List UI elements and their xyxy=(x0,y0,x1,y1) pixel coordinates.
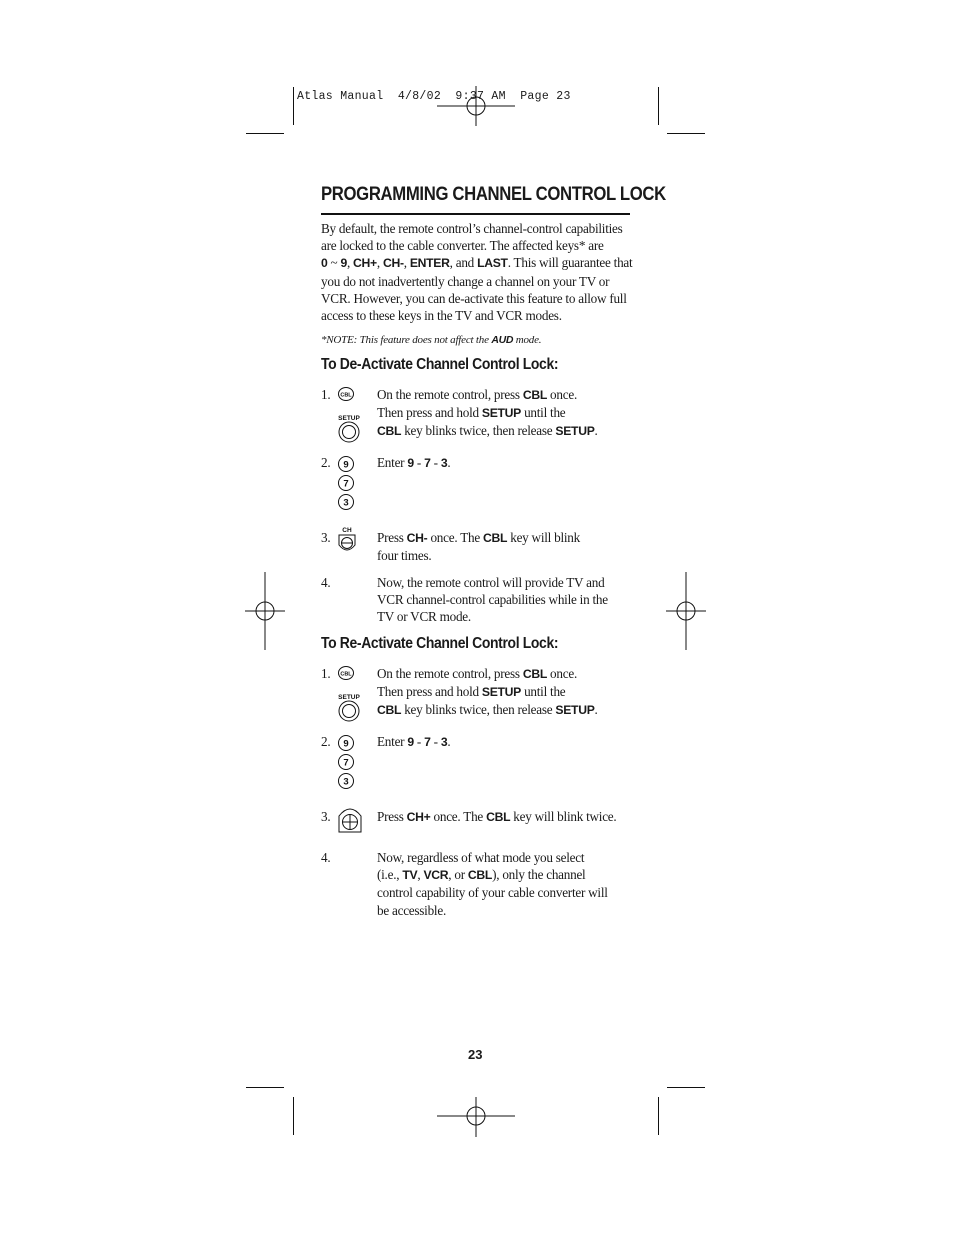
key-name: LAST xyxy=(477,256,508,271)
key-name: CH+ xyxy=(406,810,431,824)
key-name: 9 xyxy=(340,256,347,271)
text-line: control capability of your cable converter will xyxy=(377,885,608,901)
step-number: 4. xyxy=(321,575,331,590)
text-line: access to these keys in the TV and VCR modes. xyxy=(321,308,562,324)
text: . This will guarantee that xyxy=(507,255,633,271)
setup-key-icon xyxy=(336,412,362,444)
key-name: CBL xyxy=(522,388,547,402)
text: Enter xyxy=(377,734,408,749)
step-1-text xyxy=(377,386,627,441)
cbl-key-icon xyxy=(337,386,357,402)
key-name: 7 xyxy=(424,456,431,470)
setup-key-label: SETUP xyxy=(338,415,360,422)
crop-mark xyxy=(246,133,284,134)
step-number: 3. xyxy=(321,530,331,545)
text: , xyxy=(403,255,410,271)
digit-3-key: 3 xyxy=(343,497,349,509)
digit-9-key: 9 xyxy=(343,738,349,750)
step-3-text xyxy=(377,808,627,826)
crop-mark xyxy=(658,1097,659,1135)
step-number: 2. xyxy=(321,734,331,749)
text: - xyxy=(413,455,425,470)
text: key blinks twice, then release xyxy=(401,423,556,439)
text: ~ xyxy=(327,255,341,271)
text-line xyxy=(377,529,627,547)
text-line: Now, the remote control will provide TV and xyxy=(377,575,605,590)
text: , xyxy=(417,867,424,883)
text: - xyxy=(430,734,441,749)
cbl-key-icon xyxy=(337,665,357,681)
text-line xyxy=(377,422,627,440)
registration-mark-icon xyxy=(245,572,285,650)
registration-mark-icon xyxy=(666,572,706,650)
step-4-text xyxy=(377,849,627,919)
text: , and xyxy=(449,255,478,271)
text: once. The xyxy=(427,530,484,545)
text-line xyxy=(377,701,627,719)
intro-paragraph xyxy=(321,220,633,324)
key-name: 3 xyxy=(440,456,448,470)
crop-mark xyxy=(246,1087,284,1088)
channel-up-key-icon xyxy=(336,804,364,838)
text-line xyxy=(377,866,627,884)
step-number: 1. xyxy=(321,387,331,402)
key-name: TV xyxy=(402,868,418,883)
text-line: By default, the remote control’s channel-control capabilities xyxy=(321,221,623,236)
number-keys-icon xyxy=(337,734,357,790)
key-name: SETUP xyxy=(481,406,522,421)
registration-mark-icon xyxy=(437,86,515,126)
step-2-text xyxy=(377,454,627,472)
crop-mark xyxy=(293,1097,294,1135)
text-line: be accessible. xyxy=(377,902,446,918)
text-line: VCR channel-control capabilities while in the xyxy=(377,592,608,608)
text: On the remote control, press xyxy=(377,387,523,402)
text-line xyxy=(377,454,627,472)
text: - xyxy=(413,734,425,749)
footnote xyxy=(321,334,541,346)
text-line xyxy=(377,665,627,683)
text: Press xyxy=(377,530,407,545)
text: key blinks twice, then release xyxy=(401,702,556,718)
text-line: are locked to the cable converter. The affected keys* are xyxy=(321,238,604,254)
key-name: CBL xyxy=(377,703,402,718)
text: . xyxy=(447,455,451,470)
ch-key-label: CH xyxy=(342,527,352,534)
key-name: CH- xyxy=(382,256,404,271)
text: until the xyxy=(521,684,566,700)
page-number: 23 xyxy=(468,1047,483,1062)
step-number: 2. xyxy=(321,455,331,470)
text: Then press and hold xyxy=(377,405,482,421)
key-name: 7 xyxy=(424,735,431,749)
print-slug: Atlas Manual 4/8/02 9:37 AM Page 23 xyxy=(297,90,571,103)
step-2-text xyxy=(377,733,627,751)
key-name: 9 xyxy=(407,735,414,749)
key-name: CBL xyxy=(467,868,493,883)
channel-down-key-icon xyxy=(336,525,358,555)
crop-mark xyxy=(667,1087,705,1088)
text: key will blink xyxy=(507,530,580,545)
digit-7-key: 7 xyxy=(343,757,349,769)
key-name: CBL xyxy=(483,531,508,545)
step-1-text xyxy=(377,665,627,720)
key-name: CBL xyxy=(522,667,547,681)
text: mode. xyxy=(513,334,542,346)
text: *NOTE: This feature does not affect the xyxy=(321,334,492,346)
key-name: ENTER xyxy=(409,256,450,271)
digit-7-key: 7 xyxy=(343,478,349,490)
cbl-key-label: CBL xyxy=(340,392,352,399)
key-name: CBL xyxy=(486,810,511,824)
key-name: 0 xyxy=(321,256,328,271)
text-line xyxy=(377,386,627,404)
step-number: 4. xyxy=(321,850,331,865)
text: Press xyxy=(377,809,407,824)
step-3-text xyxy=(377,529,627,564)
section-heading-deactivate: To De-Activate Channel Control Lock: xyxy=(321,356,559,373)
crop-mark xyxy=(658,87,659,125)
text: Then press and hold xyxy=(377,684,482,700)
text: On the remote control, press xyxy=(377,666,523,681)
text: ), only the channel xyxy=(492,867,586,883)
key-name: AUD xyxy=(491,334,514,346)
text: once. The xyxy=(430,809,487,824)
text-line: TV or VCR mode. xyxy=(377,609,471,625)
crop-mark xyxy=(667,133,705,134)
text: until the xyxy=(521,405,566,421)
text-line xyxy=(321,254,633,272)
text: , xyxy=(376,255,383,271)
key-name: SETUP xyxy=(555,424,595,439)
text-line xyxy=(377,404,627,422)
step-number: 1. xyxy=(321,666,331,681)
text: once. xyxy=(547,387,577,402)
text: , or xyxy=(448,867,468,883)
title-underline xyxy=(321,213,630,215)
text: once. xyxy=(547,666,577,681)
key-name: CH- xyxy=(406,531,428,545)
step-number: 3. xyxy=(321,809,331,824)
text: - xyxy=(430,455,441,470)
cbl-key-label: CBL xyxy=(340,671,352,678)
key-name: 9 xyxy=(407,456,414,470)
key-name: 3 xyxy=(440,735,448,749)
text-line: four times. xyxy=(377,548,432,564)
key-name: CH+ xyxy=(353,256,377,271)
text: key will blink twice. xyxy=(510,809,617,824)
key-name: SETUP xyxy=(555,703,595,718)
digit-3-key: 3 xyxy=(343,776,349,788)
digit-9-key: 9 xyxy=(343,459,349,471)
text: . xyxy=(594,423,598,439)
text: , xyxy=(346,255,354,271)
text: . xyxy=(447,734,451,749)
setup-key-label: SETUP xyxy=(338,694,360,701)
text: Enter xyxy=(377,455,408,470)
text-line xyxy=(377,808,627,826)
text: (i.e., xyxy=(377,867,403,883)
text: . xyxy=(594,702,598,718)
key-name: VCR xyxy=(423,868,449,883)
crop-mark xyxy=(293,87,294,125)
key-name: SETUP xyxy=(481,685,522,700)
text-line: you do not inadvertently change a channel on your TV or xyxy=(321,273,610,289)
text-line: VCR. However, you can de-activate this feature to allow full xyxy=(321,290,627,306)
section-heading-reactivate: To Re-Activate Channel Control Lock: xyxy=(321,635,559,652)
setup-key-icon xyxy=(336,691,362,723)
key-name: CBL xyxy=(377,424,402,439)
text-line xyxy=(377,683,627,701)
page-title: PROGRAMMING CHANNEL CONTROL LOCK xyxy=(321,184,666,205)
step-4-text xyxy=(377,574,627,626)
text-line: Now, regardless of what mode you select xyxy=(377,850,585,865)
number-keys-icon xyxy=(337,455,357,511)
text-line xyxy=(377,733,627,751)
registration-mark-icon xyxy=(437,1097,515,1137)
